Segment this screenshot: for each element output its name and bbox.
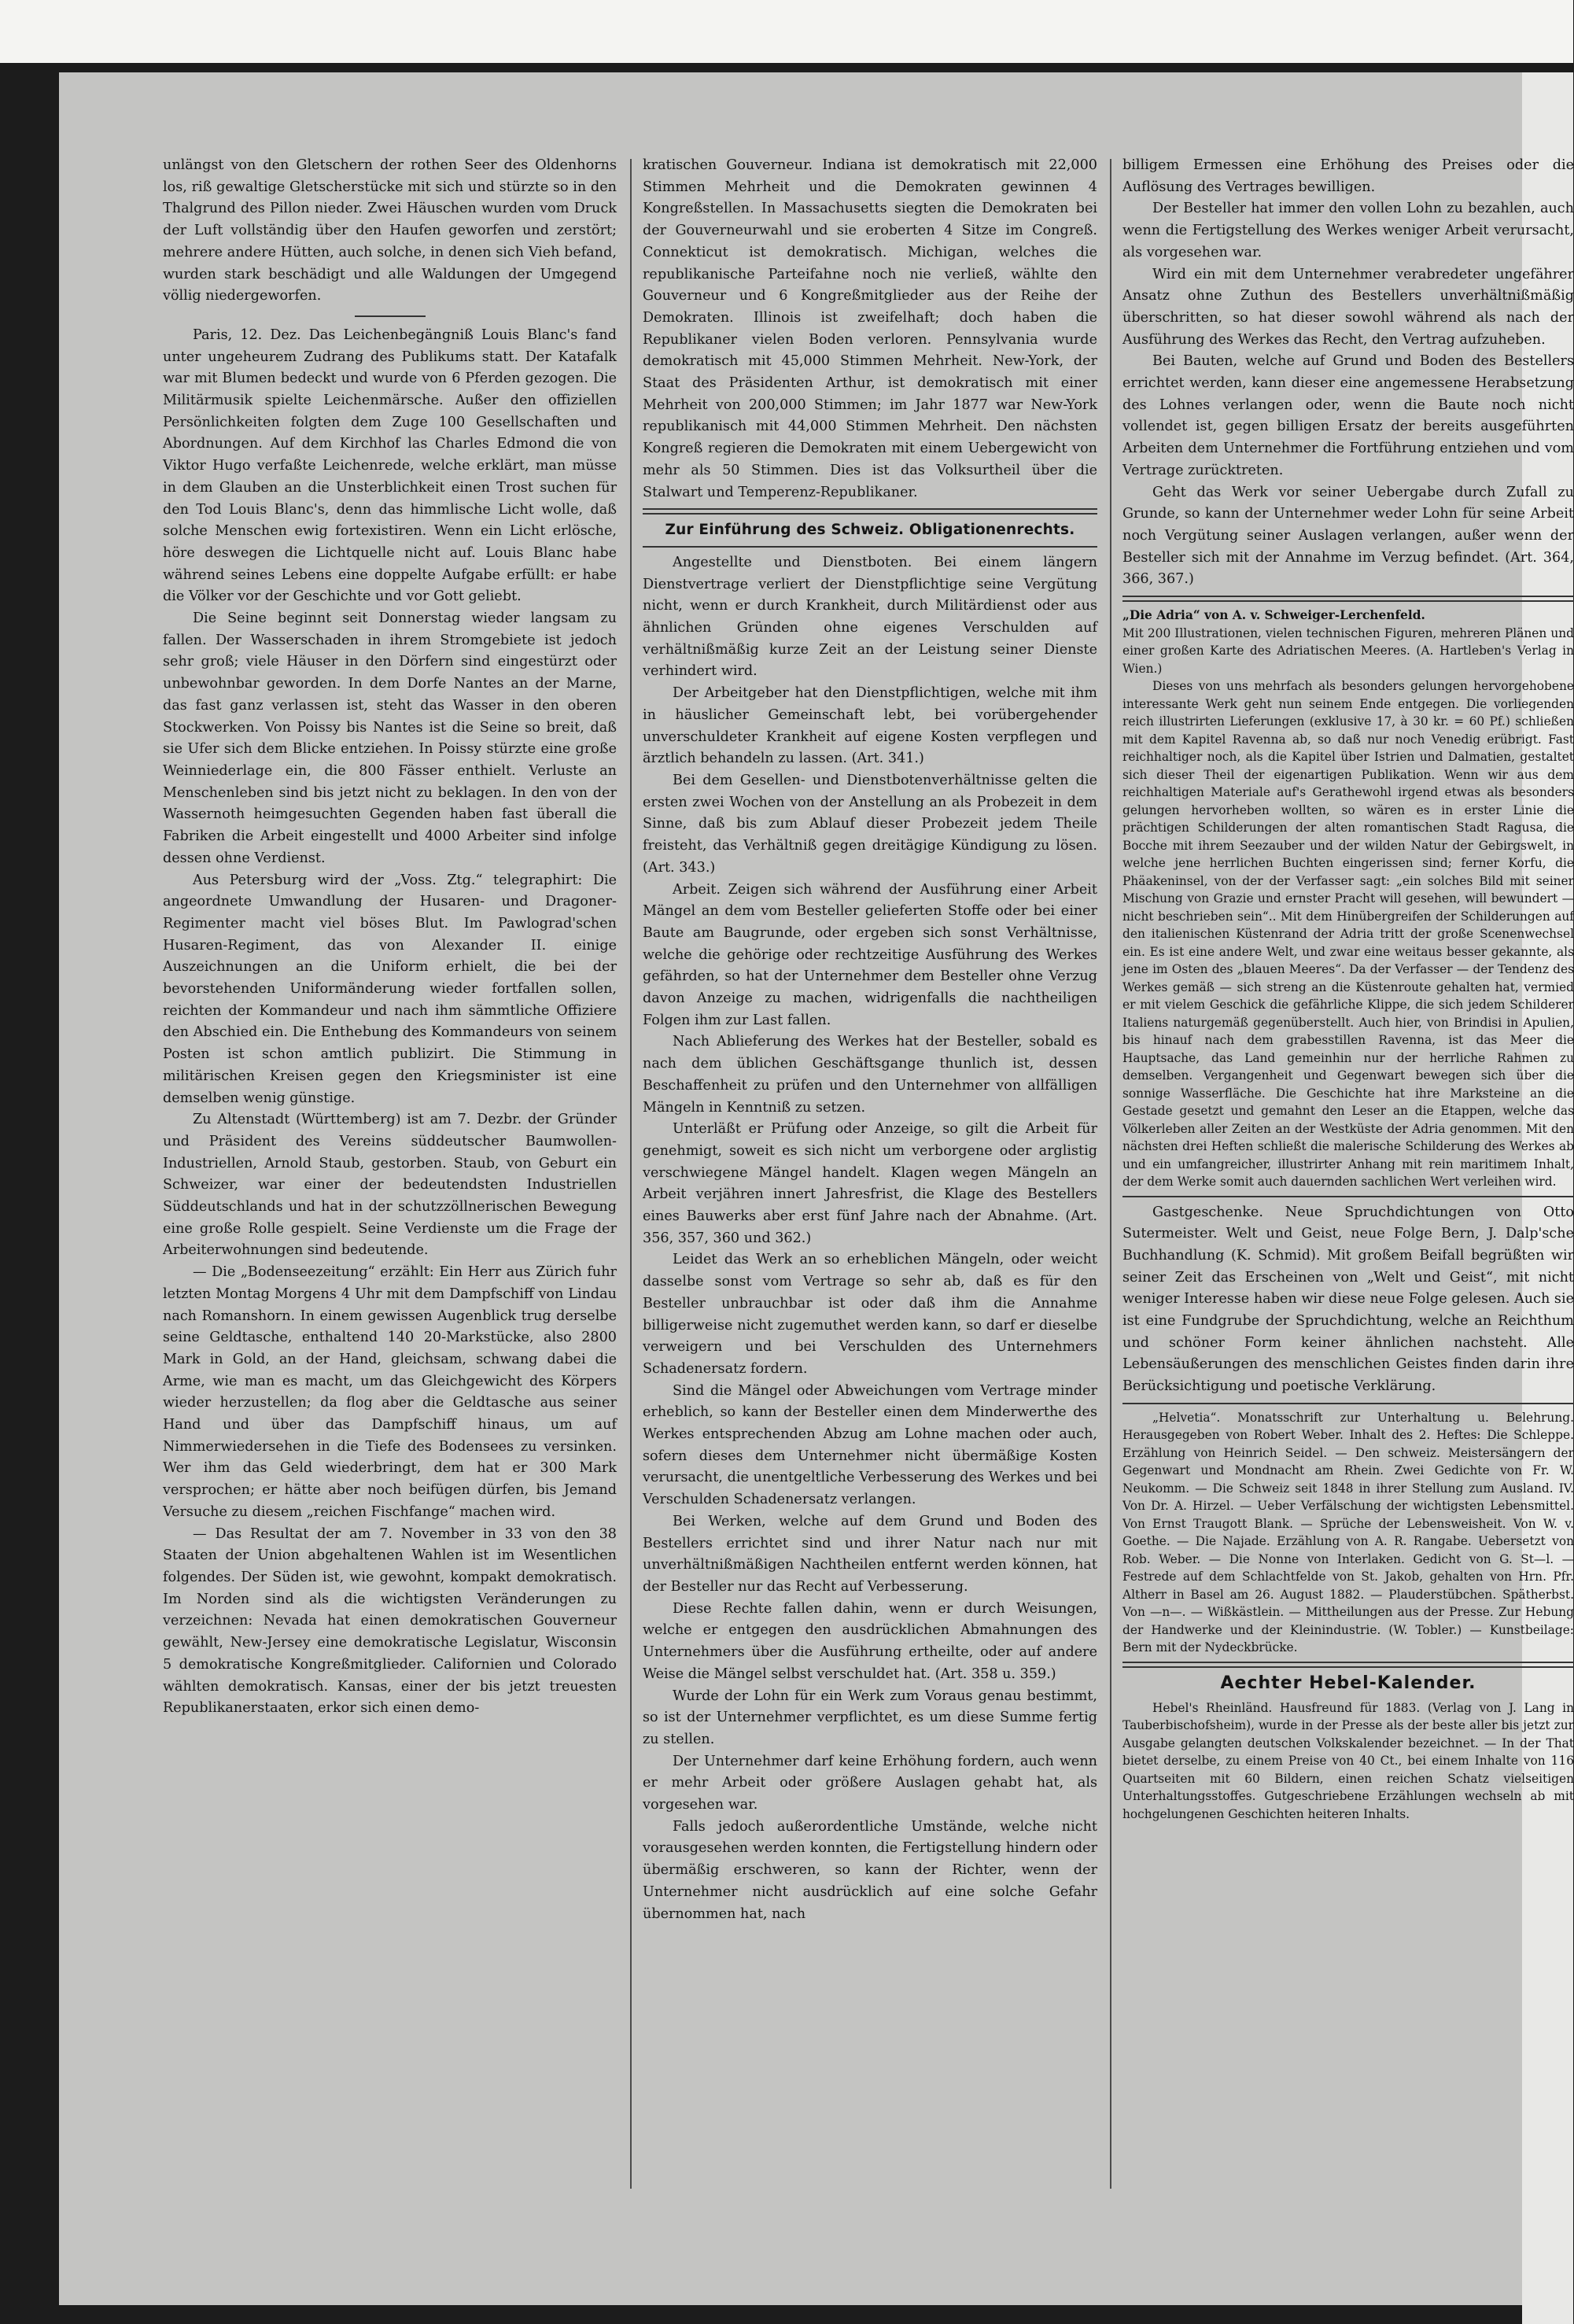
article-paragraph: Falls jedoch außerordentliche Umstände, welche nicht vorausgesehen werden konnten, die Fertigstellung hindern oder übermäßig erschweren, so kann der Richter, wenn der Unternehmer nicht ausdrücklich auf eine solche Gefahr übernommen hat, nach (643, 1818, 1097, 1922)
article-paragraph: Angestellte und Dienstboten. Bei einem längern Dienstvertrage verliert der Dienstpflichtige seine Vergütung nicht, wenn er durch Krankheit, durch Militärdienst oder aus ähnlichen Gründen ohne eigenes Verschulden auf verhältnißmäßig kurze Zeit an der Leistung seiner Dienste verhindert wird. (643, 554, 1097, 680)
section-separator (1122, 1403, 1574, 1404)
article-paragraph: Der Besteller hat immer den vollen Lohn zu bezahlen, auch wenn die Fertigstellung des Werkes weniger Arbeit verursacht, als vorgesehen war. (1122, 201, 1574, 260)
article-paragraph: Sind die Mängel oder Abweichungen vom Vertrage minder erheblich, so kann der Besteller einen dem Minderwerthe des Werkes entsprechenden Abzug am Lohne machen oder auch, sofern dieses dem Unternehmer nicht übermäßige Kosten verursacht, die unentgeltliche Verbesserung des Werkes und bei Verschulden Schadenersatz verlangen. (643, 1382, 1097, 1508)
section-separator (1122, 596, 1574, 602)
newspaper-page (59, 72, 1574, 2305)
article-paragraph: billigem Ermessen eine Erhöhung des Preises oder die Auflösung des Vertrages bewilligen. (1122, 157, 1574, 195)
article-paragraph: Bei Werken, welche auf dem Grund und Boden des Bestellers errichtet sind und ihrer Natur nach nur mit unverhältnißmäßigen Nachtheilen entfernt werden können, hat der Besteller nur das Recht auf Verbesserung. (643, 1513, 1097, 1595)
article-paragraph: Geht das Werk vor seiner Uebergabe durch Zufall zu Grunde, so kann der Unternehmer weder Lohn für seine Arbeit noch Vergütung seiner Auslagen verlangen, außer wenn der Besteller sich mit der Annahme im Verzug befindet. (Art. 364, 366, 367.) (1122, 484, 1574, 588)
review-text: „Helvetia“. Monatsschrift zur Unterhaltung u. Belehrung. Herausgegeben von Robert Weber. Inhalt des 2. Heftes: Die Schleppe. Erzählung von Heinrich Seidel. — Den schweiz. Meistersängern der Gegenwart und Mondnacht am Rhein. Zwei Gedichte von Fr. W. Neukomm. — Die Schweiz seit 1848 in ihrer Stellung zum Ausland. IV. Von Dr. A. Hirzel. — Ueber Verfälschung der wichtigsten Lebensmittel. Von Ernst Traugott Blank. — Sprüche der Lebensweisheit. Von W. v. Goethe. — Die Najade. Erzählung von A. R. Rangabe. Uebersetzt von Rob. Weber. — Die Nonne von Interlaken. Gedicht von G. St—l. — Festrede auf dem Schlachtfelde von St. Jakob, gehalten von Hrn. Pfr. Altherr in Basel am 26. August 1882. — Plauderstübchen. Spätherbst. Von —n—. — Wißkästlein. — Mittheilungen aus der Presse. Zur Hebung der Handwerke und der Kleinindustrie. (W. Tobler.) — Kunstbeilage: Bern mit der Nydeckbrücke. (1122, 1410, 1574, 1655)
section-separator (1122, 1196, 1574, 1197)
column-1 (163, 155, 617, 2279)
section-heading: Aechter Hebel-Kalender. (1220, 1673, 1476, 1693)
article-separator (355, 315, 426, 317)
section-heading: Zur Einführung des Schweiz. Obligationenrechts. (665, 522, 1075, 539)
binding-edge-top (0, 0, 1573, 63)
section-separator (643, 508, 1097, 515)
column-rule (630, 159, 632, 2189)
column-3 (1122, 155, 1574, 2279)
article-paragraph: unlängst von den Gletschern der rothen Seer des Oldenhorns los, riß gewaltige Gletscherstücke mit sich und stürzte so in den Thalgrund des Pillon nieder. Zwei Häuschen wurden vom Druck der Luft vollständig über den Haufen geworfen und zerstört; mehrere andere Hütten, auch solche, in denen sich Vieh befand, wurden stark beschädigt und alle Waldungen der Umgegend völlig niedergeworfen. (163, 157, 617, 304)
article-paragraph: Der Arbeitgeber hat den Dienstpflichtigen, welche mit ihm in häuslicher Gemeinschaft lebt, bei vorübergehender unverschuldeter Krankheit auf eigene Kosten verpflegen und ärztlich behandeln zu lassen. (Art. 341.) (643, 685, 1097, 767)
section-separator (1122, 1662, 1574, 1668)
article-paragraph: — Die „Bodenseezeitung“ erzählt: Ein Herr aus Zürich fuhr letzten Montag Morgens 4 Uhr mit dem Dampfschiff von Lindau nach Romanshorn. In einem gewissen Augenblick trug derselbe seine Geldtasche, enthaltend 140 20-Markstücke, also 2800 Mark in Gold, an der Hand, gleichsam, schwang dabei die Arme, wie man es macht, um das Gleichgewicht des Körpers wieder herzustellen; da flog aber die Geldtasche aus seiner Hand und über das Dampfschiff hinaus, um auf Nimmerwiedersehen in die Tiefe des Bodensees zu versinken. Wer ihm das Geld wiederbringt, dem hat er 300 Mark versprochen; er hätte aber noch beifügen dürfen, bis Jemand Versuche zu diesem „reichen Fischfange“ machen wird. (163, 1264, 617, 1520)
review-title: „Die Adria“ von A. v. Schweiger-Lerchenfeld. (1122, 608, 1425, 623)
article-paragraph: kratischen Gouverneur. Indiana ist demokratisch mit 22,000 Stimmen Mehrheit und die Demokraten gewinnen 4 Kongreßstellen. In Massachusetts siegten die Demokraten bei der Gouverneurwahl und sie eroberten 4 Sitze im Congreß. Connekticut ist demokratisch. Michigan, welches die republikanische Parteifahne noch nie verließ, wählte den Gouverneur und 6 Kongreßmitglieder aus der Reihe der Demokraten. Illinois ist zweifelhaft; doch haben die Republikaner vielen Boden verloren. Pennsylvania wurde demokratisch mit 45,000 Stimmen Mehrheit. New-York, der Staat des Präsidenten Arthur, ist demokratisch mit einer Mehrheit von 200,000 Stimmen; im Jahr 1877 war New-York republikanisch mit 44,000 Stimmen Mehrheit. Den nächsten Kongreß regieren die Demokraten mit einem Uebergewicht von mehr als 50 Stimmen. Dies ist das Volksurtheil über die Stalwart und Temperenz-Republikaner. (643, 157, 1097, 500)
article-paragraph: Paris, 12. Dez. Das Leichenbegängniß Louis Blanc's fand unter ungeheurem Zudrang des Publikums statt. Der Katafalk war mit Blumen bedeckt und wurde von 6 Pferden gezogen. Die Militärmusik spielte Leichenmärsche. Außer den offiziellen Persönlichkeiten folgten dem Zuge 100 Gesellschaften und Abordnungen. Auf dem Kirchhof las Charles Edmond die von Viktor Hugo verfaßte Leichenrede, welche erklärt, man müsse in dem Glauben an die Unsterblichkeit einen Trost suchen für den Tod Louis Blanc's, denn das himmlische Licht wolle, daß solche Menschen ewig fortexistiren. Wenn ein Licht erlösche, höre deswegen die Lichtquelle nicht auf. Louis Blanc habe während seines Lebens eine doppelte Aufgabe erfüllt: er habe die Völker vor der Geschichte und vor Gott geliebt. (163, 326, 617, 605)
column-rule (1110, 159, 1111, 2189)
article-paragraph: Zu Altenstadt (Württemberg) ist am 7. Dezbr. der Gründer und Präsident des Vereins süddeutscher Baumwollen-Industriellen, Arnold Staub, gestorben. Staub, von Geburt ein Schweizer, war einer der bedeutendsten Industriellen Süddeutschlands und hat in der schutzzöllnerischen Bewegung eine große Rolle gespielt. Seine Verdienste um die Frage der Arbeiterwohnungen sind bedeutende. (163, 1112, 617, 1259)
article-paragraph: Wurde der Lohn für ein Werk zum Voraus genau bestimmt, so ist der Unternehmer verpflichtet, es um diese Summe fertig zu stellen. (643, 1688, 1097, 1747)
heading-underline (643, 546, 1097, 548)
article-paragraph: — Das Resultat der am 7. November in 33 von den 38 Staaten der Union abgehaltenen Wahlen ist im Wesentlichen folgendes. Der Süden ist, wie gewohnt, kompakt demokratisch. Im Norden sind als die wichtigsten Veränderungen zu verzeichnen: Nevada hat einen demokratischen Gouverneur gewählt, New-Jersey eine demokratische Legislatur, Wisconsin 5 demokratische Kongreßmitglieder. Californien und Colorado wählten demokratisch. Kansas, einer der bis jetzt treuesten Republikanerstaaten, erkor sich einen demo- (163, 1525, 617, 1717)
advert-text: Hebel's Rheinländ. Hausfreund für 1883. (Verlag von J. Lang in Tauberbischofsheim), wurde in der Presse als der beste aller bis jetzt zur Ausgabe gelangten deutschen Volkskalender bezeichnet. — In der That bietet derselbe, zu einem Preise von 40 Ct., bei einem Inhalte von 116 Quartseiten mit 60 Bildern, einen reichen Schatz vielseitigen Unterhaltungsstoffes. Gutgeschriebene Erzählungen wechseln ab mit hochgelungenen Geschichten heiteren Inhalts. (1122, 1700, 1574, 1821)
review-text: Dieses von uns mehrfach als besonders gelungen hervorgehobene interessante Werk geht nun seinem Ende entgegen. Die vorliegenden reich illustrirten Lieferungen (exklusive 17, à 30 kr. = 60 Pf.) schließen mit dem Kapitel Ravenna ab, so daß nur noch Venedig erübrigt. Fast reichhaltiger noch, als die Kapitel über Istrien und Dalmatien, gestaltet sich dieser Theil der eigenartigen Publikation. Wenn wir aus dem reichhaltigen Materiale auf's Gerathewohl irgend etwas als besonders gelungen hervorheben wollten, so wären es in erster Linie die prächtigen Schilderungen der alten romantischen Stadt Ragusa, die Bocche mit ihrem Seezauber und der wilden Natur der Gebirgswelt, in welche jene herrlichen Buchten eingerissen sind; ferner Korfu, die Phäakeninsel, von der der Verfasser sagt: „ein solches Bild mit seiner Mischung von Grazie und ernster Pracht will gesehen, will bewundert — nicht beschrieben sein“.. Mit dem Hinübergreifen der Schilderungen auf den italienischen Küstenrand der Adria tritt der große Scenenwechsel ein. Es ist eine andere Welt, und zwar eine weitaus besser gekannte, als jene im Osten des „blauen Meeres“. Da der Verfasser — der Tendenz des Werkes gemäß — sich streng an die Küstenroute gehalten hat, vermied er mit vielem Geschick die gefährliche Klippe, die sich jedem Schilderer Italiens naturgemäß gegenüberstellt. Auch hier, von Brindisi in Apulien, bis hinauf nach dem grabesstillen Ravenna, ist das Meer die Hauptsache, das Land gemeinhin nur der herrliche Rahmen zu demselben. Vergangenheit und Gegenwart bewegen sich über die sonnige Wasserfläche. Die Geschichte hat ihre Marksteine an die Gestade gesetzt und gemahnt den Leser an die Etappen, welche das Völkerleben aller Zeiten an der Westküste der Adria genommen. Mit den nächsten drei Heften schließt die malerische Schilderung des Werkes ab und ein umfangreicher, illustrirter Anhang mit rein maritimem Inhalt, der dem Werke somit auch dauernden sachlichen Wert verleihen wird. (1122, 679, 1574, 1190)
article-paragraph: Arbeit. Zeigen sich während der Ausführung einer Arbeit Mängel an dem vom Besteller gelieferten Stoffe oder bei einer Baute am Baugrunde, oder ergeben sich sonst Verhältnisse, welche die gehörige oder rechtzeitige Ausführung des Werkes gefährden, so hat der Unternehmer dem Besteller ohne Verzug davon Anzeige zu machen, widrigenfalls die nachtheiligen Folgen ihm zur Last fallen. (643, 881, 1097, 1028)
article-paragraph: Diese Rechte fallen dahin, wenn er durch Weisungen, welche er entgegen den ausdrücklichen Abmahnungen des Unternehmers über die Ausführung ertheilte, oder auf andere Weise die Mängel selbst verschuldet hat. (Art. 358 u. 359.) (643, 1600, 1097, 1682)
column-2 (643, 155, 1097, 2279)
article-paragraph: Aus Petersburg wird der „Voss. Ztg.“ telegraphirt: Die angeordnete Umwandlung der Husaren- und Dragoner-Regimenter macht viel böses Blut. Im Pawlograd'schen Husaren-Regiment, das von Alexander II. einige Auszeichnungen an die Uniform erhielt, die bei der bevorstehenden Uniformänderung wieder fortfallen sollen, reichten der Kommandeur und nach ihm sämmtliche Offiziere den Abschied ein. Die Enthebung des Kommandeurs von seinem Posten ist schon amtlich publizirt. Die Stimmung in militärischen Kreisen gegen den Kriegsminister ist eine demselben wenig günstige. (163, 872, 617, 1106)
review-subtitle: Mit 200 Illustrationen, vielen technischen Figuren, mehreren Plänen und einer großen Karte des Adriatischen Meeres. (A. Hartleben's Verlag in Wien.) (1122, 625, 1574, 676)
article-paragraph: Bei Bauten, welche auf Grund und Boden des Bestellers errichtet werden, kann dieser eine angemessene Herabsetzung des Lohnes verlangen oder, wenn die Baute noch nicht vollendet ist, gegen billigen Ersatz der bereits ausgeführten Arbeiten dem Unternehmer die Fortführung entziehen und vom Vertrage zurücktreten. (1122, 353, 1574, 478)
review-text: Gastgeschenke. Neue Spruchdichtungen von Otto Sutermeister. Welt und Geist, neue Folge Bern, J. Dalp'sche Buchhandlung (K. Schmid). Mit großem Beifall begrüßten wir seiner Zeit das Erscheinen von „Welt und Geist“, mit nicht weniger Interesse haben wir diese neue Folge gelesen. Auch sie ist eine Fundgrube der Spruchdichtung, welche an Reichthum und schöner Form keiner ähnlichen nachsteht. Alle Lebensäußerungen des menschlichen Geistes finden darin ihre Berücksichtigung und poetische Verklärung. (1122, 1204, 1574, 1395)
article-paragraph: Leidet das Werk an so erheblichen Mängeln, oder weicht dasselbe sonst vom Vertrage so sehr ab, daß es für den Besteller unbrauchbar ist oder daß ihm die Annahme billigerweise nicht zugemuthet werden kann, so darf er dieselbe verweigern und bei Verschulden des Unternehmers Schadenersatz fordern. (643, 1252, 1097, 1377)
article-paragraph: Wird ein mit dem Unternehmer verabredeter ungefährer Ansatz ohne Zuthun des Bestellers unverhältnißmäßig überschritten, so hat dieser sowohl während als nach der Ausführung des Werkes das Recht, den Vertrag aufzuheben. (1122, 266, 1574, 348)
article-paragraph: Unterläßt er Prüfung oder Anzeige, so gilt die Arbeit für genehmigt, soweit es sich nicht um verborgene oder arglistig verschwiegene Mängel handelt. Klagen wegen Mängeln an Arbeit verjähren innert Jahresfrist, die Klage des Bestellers eines Bauwerks aber erst fünf Jahre nach der Abnahme. (Art. 356, 357, 360 und 362.) (643, 1121, 1097, 1246)
article-paragraph: Nach Ablieferung des Werkes hat der Besteller, sobald es nach dem üblichen Geschäftsgange thunlich ist, dessen Beschaffenheit zu prüfen und den Unternehmer von allfälligen Mängeln in Kenntniß zu setzen. (643, 1034, 1097, 1116)
article-paragraph: Die Seine beginnt seit Donnerstag wieder langsam zu fallen. Der Wasserschaden in ihrem Stromgebiete ist jedoch sehr groß; viele Häuser in den Dörfern sind eingestürzt oder unbewohnbar geworden. In dem Dorfe Nantes an der Marne, das fast ganz verlassen ist, steht das Wasser in den oberen Stockwerken. Von Poissy bis Nantes ist die Seine so breit, daß sie Ufer sich dem Blicke entziehen. In Poissy stürzte eine große Weinniederlage ein, die 800 Fässer enthielt. Verluste an Menschenleben sind bis jetzt nicht zu beklagen. In den von der Wassernoth heimgesuchten Gegenden haben fast überall die Fabriken die Arbeit eingestellt und 4000 Arbeiter sind infolge dessen ohne Verdienst. (163, 611, 617, 866)
article-paragraph: Bei dem Gesellen- und Dienstbotenverhältnisse gelten die ersten zwei Wochen von der Anstellung an als Probezeit in dem Sinne, daß bis zum Ablauf dieser Probezeit jedem Theile freisteht, das Verhältniß gegen dreitägige Kündigung zu lösen. (Art. 343.) (643, 772, 1097, 876)
article-paragraph: Der Unternehmer darf keine Erhöhung fordern, auch wenn er mehr Arbeit oder größere Auslagen gehabt hat, als vorgesehen war. (643, 1753, 1097, 1813)
